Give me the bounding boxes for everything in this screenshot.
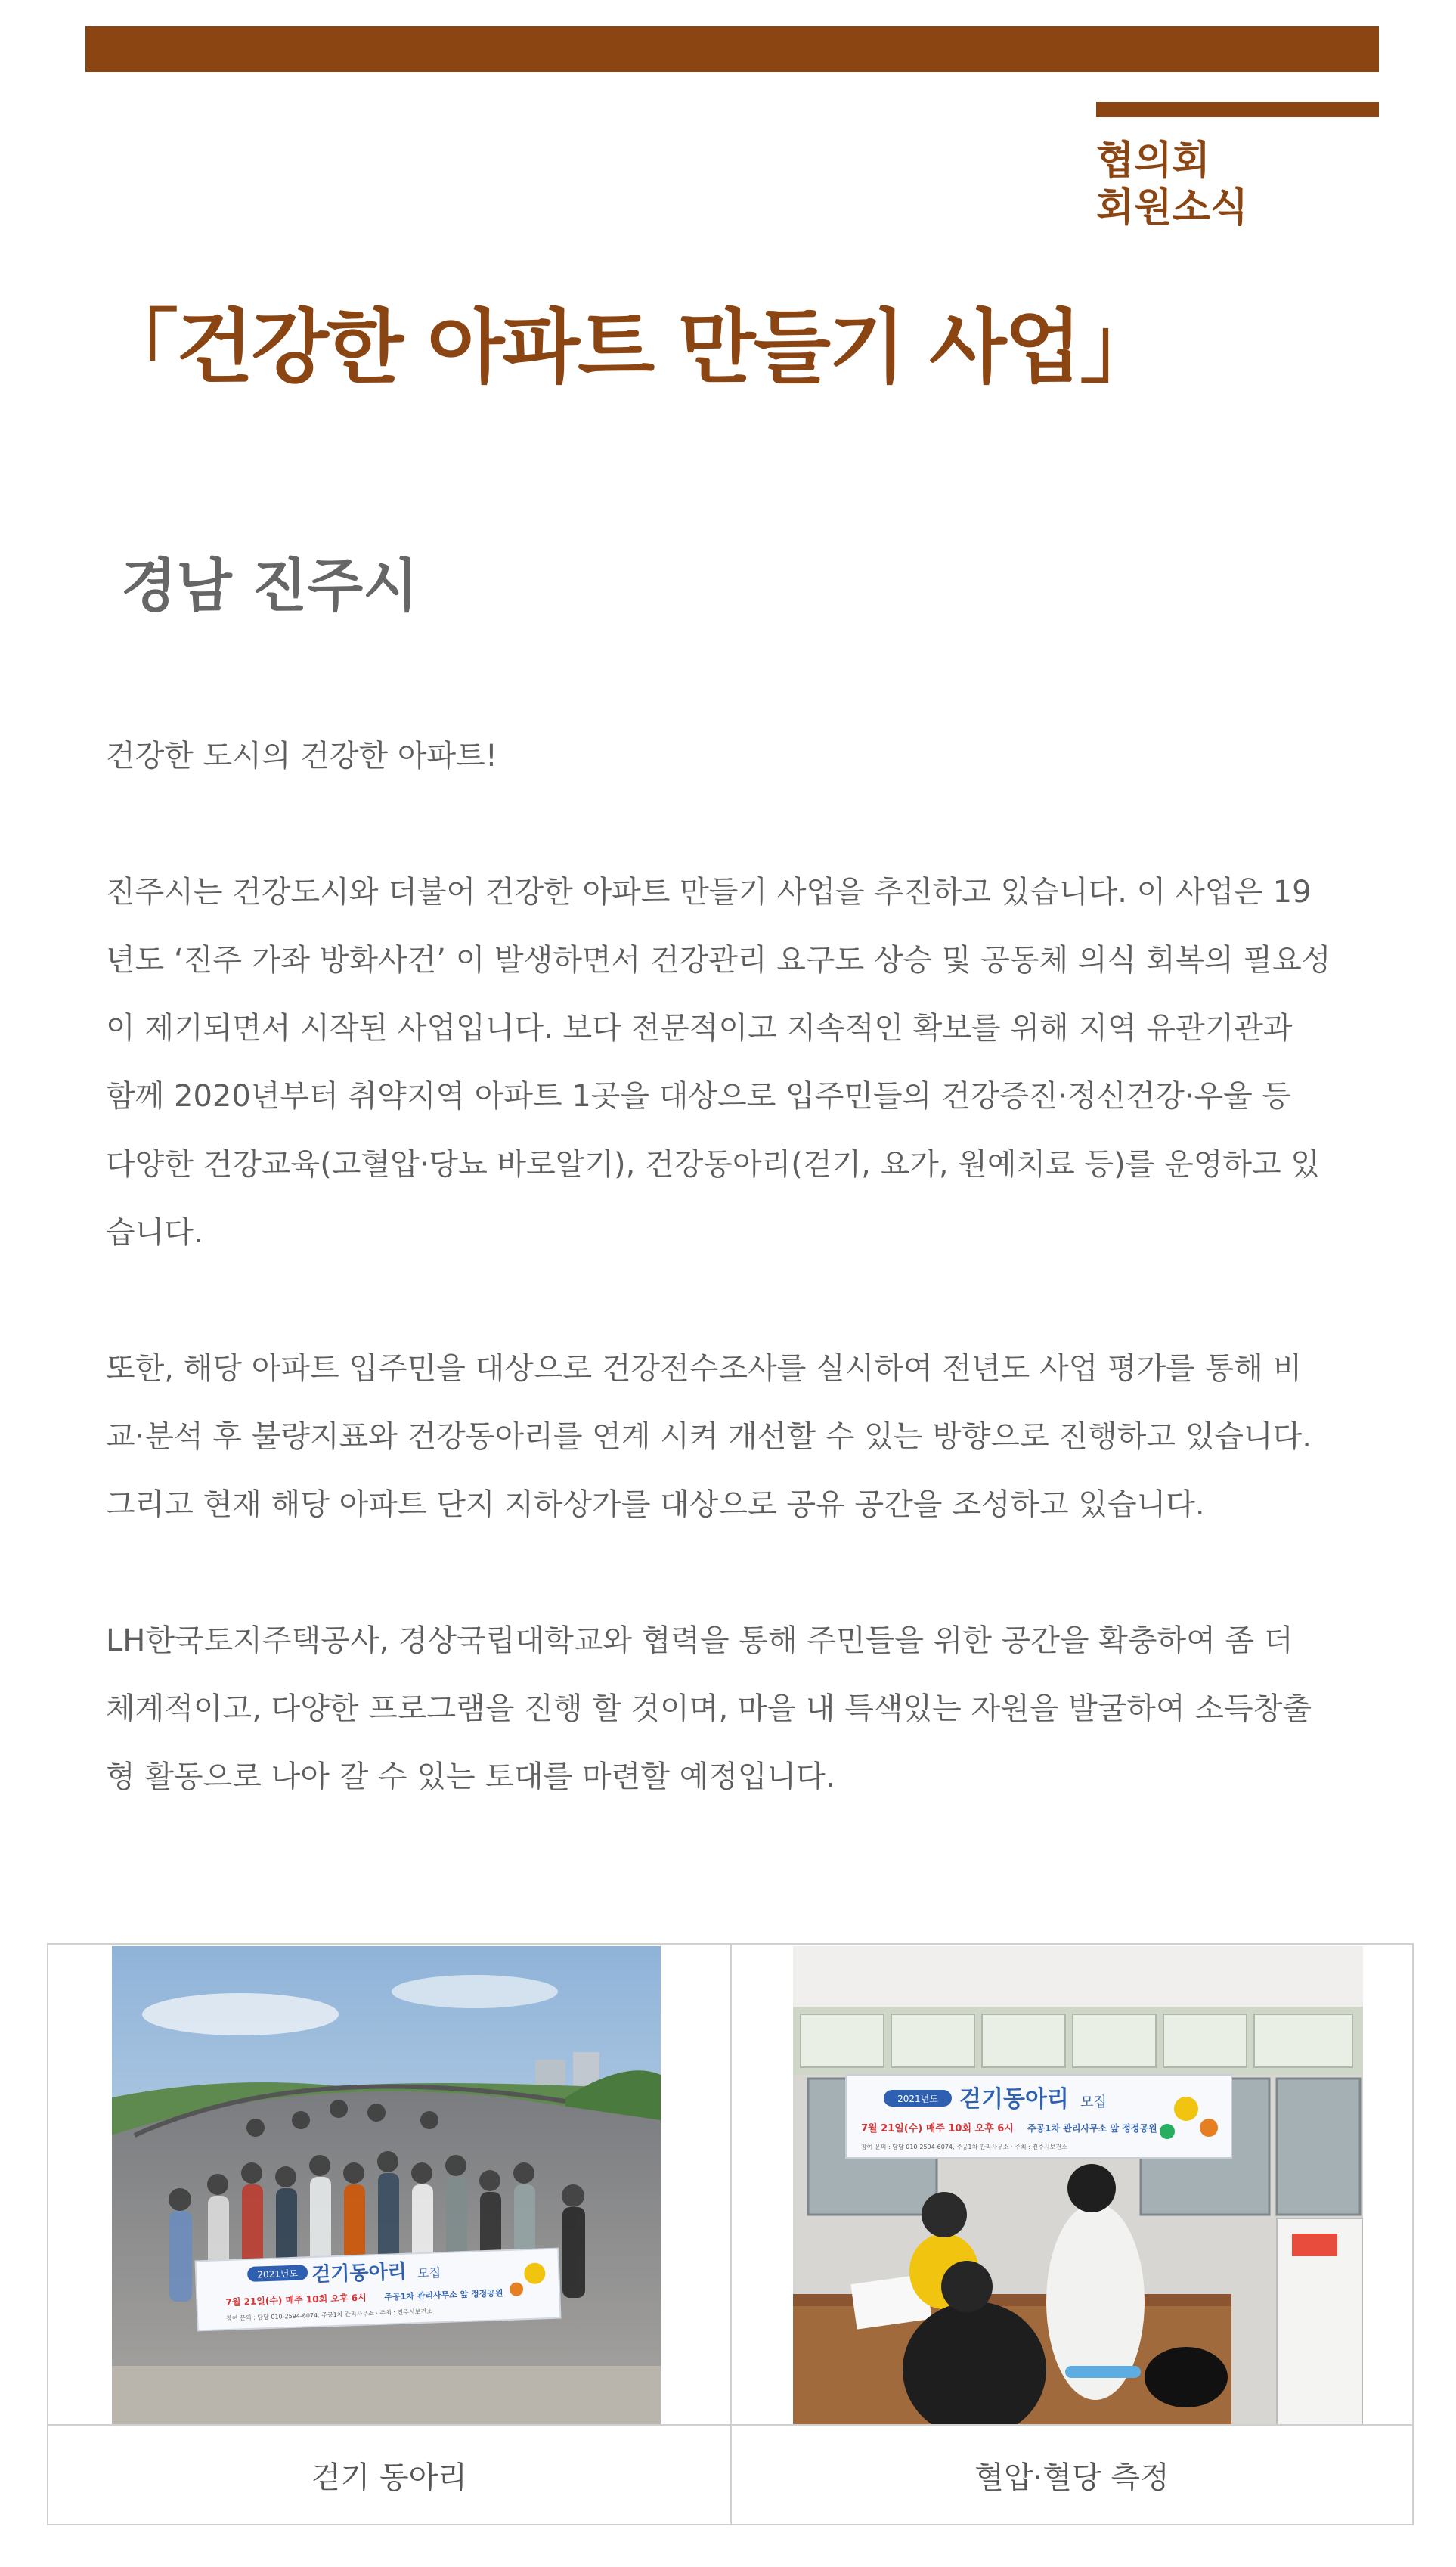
section-label-line2: 회원소식 xyxy=(1096,185,1248,231)
photo-table xyxy=(47,1943,1414,2525)
caption-text: 걷기 동아리 xyxy=(311,2460,467,2495)
banner-location: 주공1차 관리사무소 앞 정정공원 xyxy=(1027,2123,1157,2134)
paragraph-line: 교·분석 후 불량지표와 건강동아리를 연계 시켜 개선할 수 있는 방향으로 진행하고 있습니다. xyxy=(106,1419,1312,1454)
section-label-bar xyxy=(1096,102,1379,117)
paragraph-line: 체계적이고, 다양한 프로그램을 진행 할 것이며, 마을 내 특색있는 자원을 발굴하여 소득창출 xyxy=(106,1691,1312,1726)
caption-measurement xyxy=(732,2424,1412,2524)
banner-contact: 참여 문의 : 담당 010-2594-6074, 주공1차 관리사무소 · 주최 : 진주시보건소 xyxy=(226,2308,432,2323)
banner-schedule: 7월 21일(수) 매주 10회 오후 6시 xyxy=(225,2292,367,2308)
photo-walking-club xyxy=(112,1946,661,2426)
article-body xyxy=(106,722,1376,1811)
article-title: 「건강한 아파트 만들기 사업」 xyxy=(98,301,1158,394)
paragraph-line: 형 활동으로 나아 갈 수 있는 토대를 마련할 예정입니다. xyxy=(106,1759,835,1794)
photo-cell-walking xyxy=(48,1945,730,2524)
paragraph-line: 그리고 현재 해당 아파트 단지 지하상가를 대상으로 공유 공간을 조성하고 있습니다. xyxy=(106,1487,1205,1522)
paragraph-line: LH한국토지주택공사, 경상국립대학교와 협력을 통해 주민들을 위한 공간을 확충하여 좀 더 xyxy=(106,1623,1293,1658)
paragraph-line: 함께 2020년부터 취약지역 아파트 1곳을 대상으로 입주민들의 건강증진·정신건강·우울 등 xyxy=(106,1079,1292,1114)
banner-schedule: 7월 21일(수) 매주 10회 오후 6시 xyxy=(861,2123,1014,2135)
header-top-bar xyxy=(85,26,1379,72)
banner-title: 걷기동아리 xyxy=(959,2086,1069,2113)
banner-title-suffix: 모집 xyxy=(417,2265,441,2281)
photo-cell-measurement xyxy=(730,1945,1412,2524)
banner-location: 주공1차 관리사무소 앞 정정공원 xyxy=(384,2288,503,2302)
banner-badge: 2021년도 xyxy=(897,2094,938,2104)
photo-measurement xyxy=(793,1946,1363,2426)
section-label-line1: 협의회 xyxy=(1096,138,1210,184)
banner-badge: 2021년도 xyxy=(257,2268,299,2280)
paragraph-line: 다양한 건강교육(고혈압·당뇨 바로알기), 건강동아리(걷기, 요가, 원예치료 등)를 운영하고 있 xyxy=(106,1147,1321,1182)
article-region: 경남 진주시 xyxy=(121,552,419,619)
paragraph-line: 이 제기되면서 시작된 사업입니다. 보다 전문적이고 지속적인 확보를 위해 지역 유관기관과 xyxy=(106,1011,1293,1046)
paragraph-line: 진주시는 건강도시와 더불어 건강한 아파트 만들기 사업을 추진하고 있습니다. 이 사업은 19 xyxy=(106,875,1312,910)
paragraph-line: 또한, 해당 아파트 입주민을 대상으로 건강전수조사를 실시하여 전년도 사업 평가를 통해 비 xyxy=(106,1351,1303,1386)
caption-walking xyxy=(48,2424,730,2524)
paragraph-line: 건강한 도시의 건강한 아파트! xyxy=(106,739,497,774)
caption-text: 혈압·혈당 측정 xyxy=(974,2460,1169,2495)
banner-contact: 참여 문의 : 담당 010-2594-6074, 주공1차 관리사무소 · 주최 : 진주시보건소 xyxy=(861,2144,1067,2150)
paragraph-line: 년도 ‘진주 가좌 방화사건’ 이 발생하면서 건강관리 요구도 상승 및 공동체 의식 회복의 필요성 xyxy=(106,943,1331,978)
banner-title-suffix: 모집 xyxy=(1080,2094,1107,2110)
section-label xyxy=(1096,138,1379,231)
banner-title: 걷기동아리 xyxy=(311,2260,407,2287)
paragraph-line: 습니다. xyxy=(106,1215,203,1250)
